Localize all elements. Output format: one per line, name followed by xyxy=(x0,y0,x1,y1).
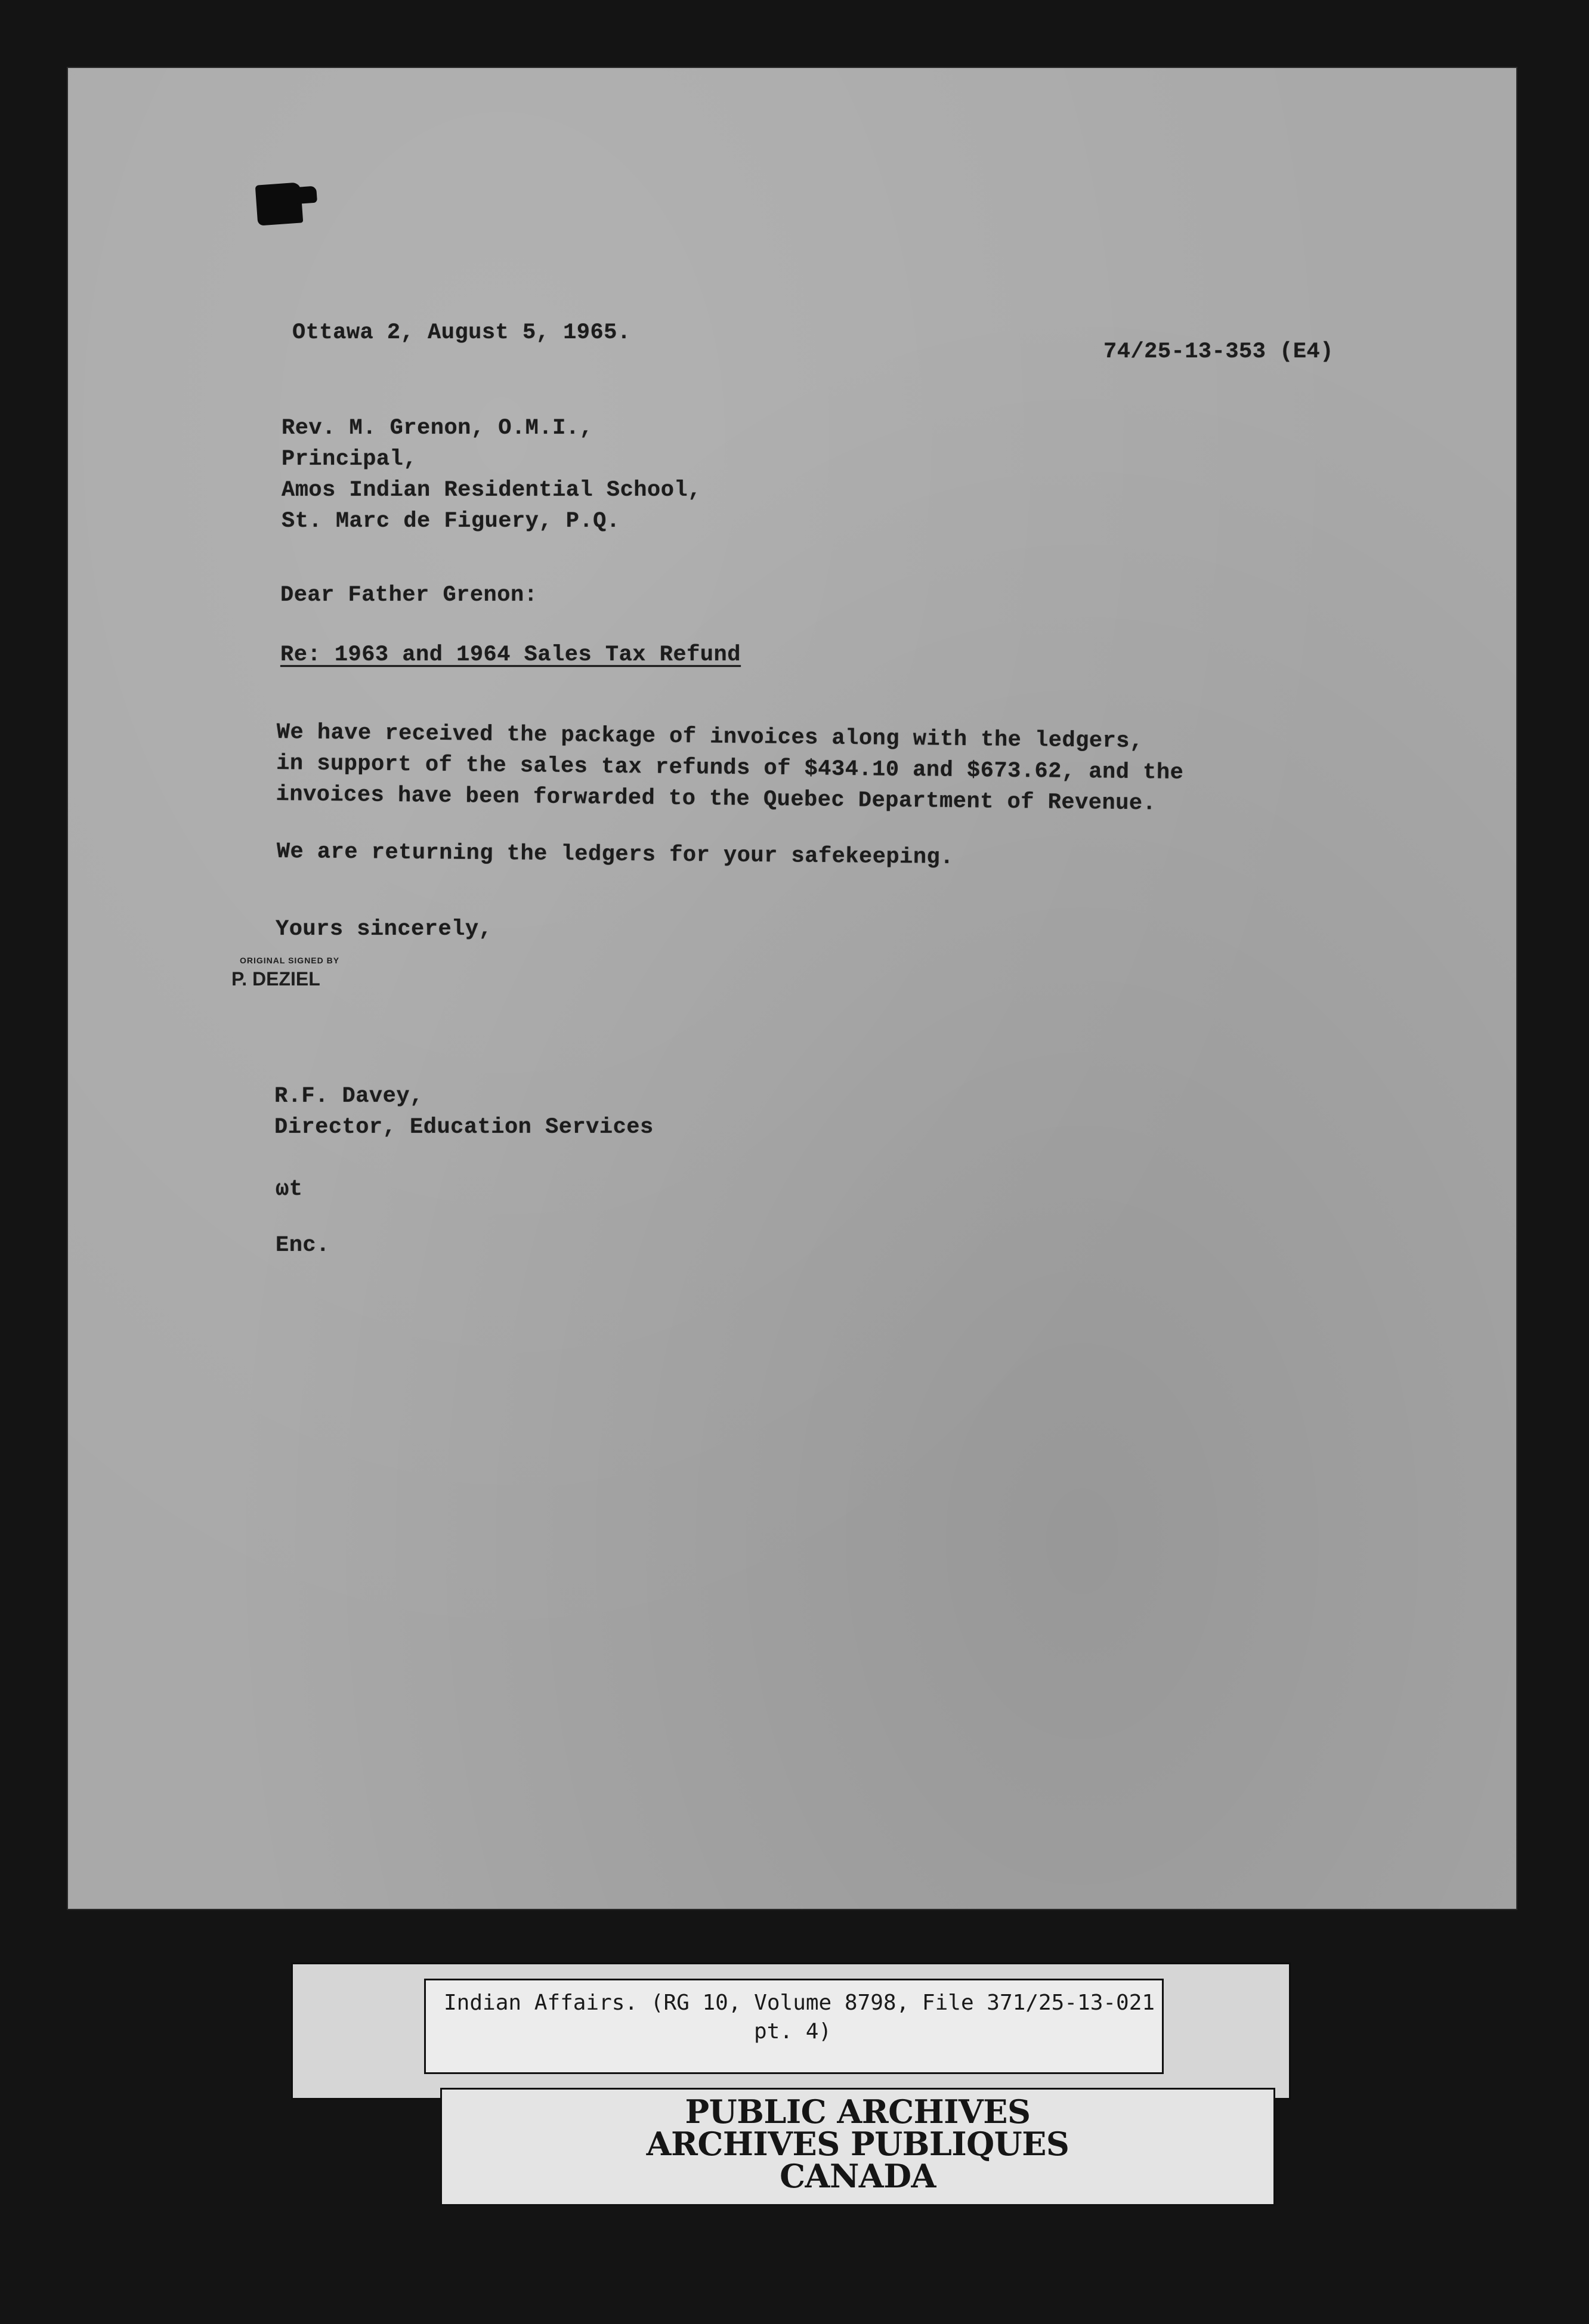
signature-stamp-name: P. DEZIEL xyxy=(231,968,320,990)
archives-english: PUBLIC ARCHIVES xyxy=(685,2093,1031,2131)
body-paragraph-1 xyxy=(276,717,1184,820)
body-line: in support of the sales tax refunds of $434.10 and $673.62, and the xyxy=(276,750,1184,786)
subject-line: Re: 1963 and 1964 Sales Tax Refund xyxy=(280,642,741,667)
typist-initials: ωt xyxy=(276,1177,303,1202)
file-reference: 74/25-13-353 (E4) xyxy=(1103,339,1334,364)
archive-reference-line-1: Indian Affairs. (RG 10, Volume 8798, File 371/25-13-021 xyxy=(444,1991,1155,2015)
recipient-school: Amos Indian Residential School, xyxy=(282,478,701,503)
enclosure-note: Enc. xyxy=(276,1233,330,1258)
signatory-title: Director, Education Services xyxy=(274,1115,654,1140)
signature-stamp xyxy=(231,956,381,990)
salutation: Dear Father Grenon: xyxy=(280,583,538,608)
punch-hole-mark xyxy=(255,182,304,225)
body-paragraph-2: We are returning the ledgers for your safekeeping. xyxy=(276,839,954,870)
archive-reference-text xyxy=(444,1989,1155,2046)
archive-reference-label xyxy=(424,1979,1164,2074)
recipient-location: St. Marc de Figuery, P.Q. xyxy=(282,509,620,534)
body-line: We have received the package of invoices along with the ledgers, xyxy=(276,719,1143,755)
signatory-block xyxy=(274,1081,654,1143)
recipient-address xyxy=(282,413,701,537)
signature-stamp-caption: ORIGINAL SIGNED BY xyxy=(240,956,340,965)
letter-page xyxy=(67,67,1517,1910)
recipient-name: Rev. M. Grenon, O.M.I., xyxy=(282,416,593,441)
body-line: invoices have been forwarded to the Quebec Department of Revenue. xyxy=(276,781,1157,817)
signatory-name: R.F. Davey, xyxy=(274,1084,423,1109)
archive-reference-line-2: pt. 4) xyxy=(754,2019,832,2044)
recipient-title: Principal, xyxy=(282,447,418,472)
place-and-date: Ottawa 2, August 5, 1965. xyxy=(292,320,631,345)
closing: Yours sincerely, xyxy=(276,917,493,942)
archive-reference-strip xyxy=(291,1963,1291,2100)
archives-country: CANADA xyxy=(780,2157,936,2195)
public-archives-stamp xyxy=(440,2088,1275,2206)
archives-french: ARCHIVES PUBLIQUES xyxy=(646,2125,1069,2163)
